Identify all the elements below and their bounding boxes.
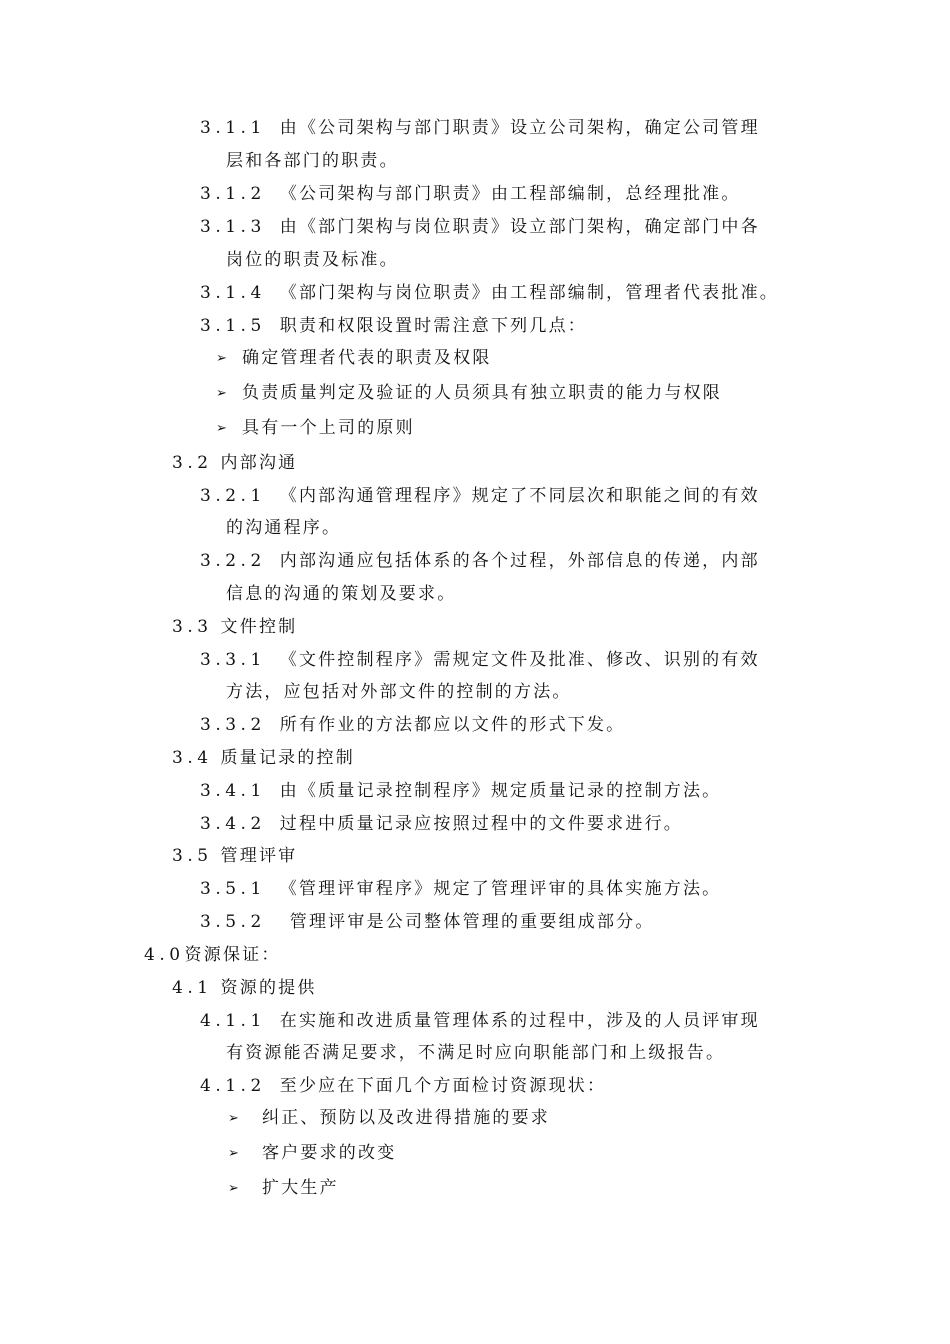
clause-3-1-1: [200, 116, 760, 140]
clause-text: 由《部门架构与岗位职责》设立部门架构，确定部门中各: [279, 217, 760, 237]
section-3-4-heading: [172, 746, 355, 770]
clause-3-1-2: [200, 182, 741, 206]
section-4-1-heading: [172, 976, 317, 1000]
clause-text: 管理评审是公司整体管理的重要组成部分。: [289, 912, 655, 932]
clause-3-2-1-continued: [226, 516, 341, 540]
clause-number: 3.1.3: [200, 217, 266, 237]
clause-4-1-2: [200, 1074, 606, 1098]
clause-text: 《文件控制程序》需规定文件及批准、修改、识别的有效: [279, 650, 760, 670]
clause-text: 职责和权限设置时需注意下列几点：: [279, 316, 587, 336]
section-number: 3.2: [172, 453, 213, 473]
arrow-bullet-icon: ➢: [216, 386, 227, 401]
section-number: 3.4: [172, 748, 213, 768]
bullet-item: [216, 416, 415, 441]
clause-number: 3.5.2: [200, 912, 266, 932]
section-title: 质量记录的控制: [220, 748, 355, 768]
bullet-text: 客户要求的改变: [262, 1143, 397, 1163]
section-number: 4.1: [172, 978, 213, 998]
clause-number: 3.4.2: [200, 814, 266, 834]
clause-3-5-1: [200, 877, 721, 901]
clause-3-3-1: [200, 648, 760, 672]
section-3-3-heading: [172, 615, 297, 639]
clause-number: 3.3.1: [200, 650, 266, 670]
clause-number: 3.1.5: [200, 316, 266, 336]
chapter-4-0-heading: [144, 943, 281, 967]
section-title: 文件控制: [220, 617, 298, 637]
section-number: 3.3: [172, 617, 213, 637]
clause-4-1-1: [200, 1009, 760, 1033]
clause-4-1-1-continued: [226, 1041, 725, 1065]
clause-3-2-2: [200, 549, 760, 573]
bullet-item: [216, 381, 722, 406]
arrow-bullet-icon: ➢: [216, 351, 227, 366]
clause-number: 3.1.1: [200, 118, 266, 138]
clause-text: 信息的沟通的策划及要求。: [226, 584, 457, 604]
clause-text: 有资源能否满足要求，不满足时应向职能部门和上级报告。: [226, 1043, 726, 1063]
section-number: 3.5: [172, 846, 213, 866]
clause-number: 3.4.1: [200, 781, 266, 801]
clause-text: 内部沟通应包括体系的各个过程，外部信息的传递，内部: [279, 551, 760, 571]
clause-number: 3.1.4: [200, 283, 266, 303]
clause-3-4-1: [200, 779, 721, 803]
clause-number: 3.5.1: [200, 879, 266, 899]
bullet-text: 纠正、预防以及改进得措施的要求: [262, 1108, 550, 1128]
clause-3-3-2: [200, 713, 625, 737]
clause-3-2-1: [200, 484, 760, 508]
chapter-number: 4.0: [144, 945, 185, 965]
clause-number: 4.1.1: [200, 1011, 266, 1031]
section-title: 资源的提供: [220, 978, 317, 998]
clause-3-1-5: [200, 314, 587, 338]
clause-number: 3.3.2: [200, 715, 266, 735]
section-3-2-heading: [172, 451, 297, 475]
clause-3-1-3-continued: [226, 248, 399, 272]
clause-text: 《公司架构与部门职责》由工程部编制，总经理批准。: [279, 184, 741, 204]
arrow-bullet-icon: ➢: [228, 1146, 239, 1161]
bullet-text: 具有一个上司的原则: [242, 418, 415, 438]
bullet-text: 负责质量判定及验证的人员须具有独立职责的能力与权限: [242, 383, 722, 403]
clause-3-1-3: [200, 215, 760, 239]
clause-text: 至少应在下面几个方面检讨资源现状：: [279, 1076, 607, 1096]
clause-3-3-1-continued: [226, 680, 572, 704]
clause-number: 3.2.1: [200, 486, 266, 506]
clause-text: 方法，应包括对外部文件的控制的方法。: [226, 682, 572, 702]
clause-3-1-4: [200, 281, 779, 305]
clause-3-1-1-continued: [226, 149, 399, 173]
clause-text: 在实施和改进质量管理体系的过程中，涉及的人员评审现: [279, 1011, 760, 1031]
bullet-text: 扩大生产: [262, 1178, 339, 1198]
clause-text: 《内部沟通管理程序》规定了不同层次和职能之间的有效: [279, 486, 760, 506]
chapter-title: 资源保证：: [184, 945, 281, 965]
clause-number: 4.1.2: [200, 1076, 266, 1096]
bullet-item: [216, 346, 492, 371]
clause-text: 所有作业的方法都应以文件的形式下发。: [279, 715, 626, 735]
bullet-text: 确定管理者代表的职责及权限: [242, 348, 492, 368]
bullet-item: [228, 1176, 339, 1201]
clause-number: 3.1.2: [200, 184, 266, 204]
clause-text: 《部门架构与岗位职责》由工程部编制，管理者代表批准。: [279, 283, 779, 303]
clause-text: 的沟通程序。: [226, 518, 342, 538]
clause-number: 3.2.2: [200, 551, 266, 571]
section-3-5-heading: [172, 844, 297, 868]
arrow-bullet-icon: ➢: [228, 1181, 239, 1196]
arrow-bullet-icon: ➢: [216, 421, 227, 436]
clause-3-5-2: [200, 910, 655, 934]
arrow-bullet-icon: ➢: [228, 1111, 239, 1126]
clause-text: 由《质量记录控制程序》规定质量记录的控制方法。: [279, 781, 722, 801]
bullet-item: [228, 1141, 396, 1166]
section-title: 内部沟通: [220, 453, 298, 473]
clause-3-2-2-continued: [226, 582, 456, 606]
section-title: 管理评审: [220, 846, 298, 866]
clause-text: 过程中质量记录应按照过程中的文件要求进行。: [279, 814, 683, 834]
clause-3-4-2: [200, 812, 683, 836]
clause-text: 《管理评审程序》规定了管理评审的具体实施方法。: [279, 879, 722, 899]
clause-text: 由《公司架构与部门职责》设立公司架构，确定公司管理: [279, 118, 760, 138]
bullet-item: [228, 1106, 550, 1131]
clause-text: 层和各部门的职责。: [226, 151, 399, 171]
clause-text: 岗位的职责及标准。: [226, 250, 399, 270]
